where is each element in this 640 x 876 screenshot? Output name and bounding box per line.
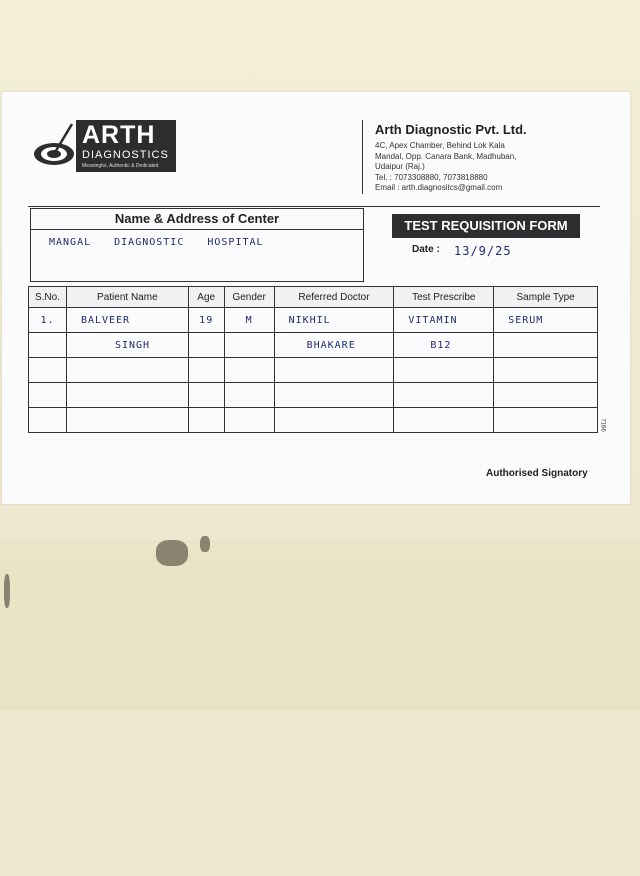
center-name-field[interactable]: MANGAL DIAGNOSTIC HOSPITAL bbox=[49, 237, 264, 248]
company-info bbox=[375, 122, 527, 194]
cell-patient[interactable] bbox=[66, 308, 188, 333]
patient-first-name: BALVEER bbox=[80, 314, 131, 326]
col-header-gender: Gender bbox=[224, 287, 274, 308]
age-value: 19 bbox=[199, 314, 214, 326]
company-name: Arth Diagnostic Pvt. Ltd. bbox=[375, 122, 527, 137]
cell-sample[interactable] bbox=[494, 308, 598, 333]
cell-age[interactable] bbox=[188, 333, 224, 358]
cell-empty[interactable] bbox=[66, 383, 188, 408]
logo-subtitle: DIAGNOSTICS bbox=[82, 149, 169, 161]
doctor-last-name: BHAKARE bbox=[306, 339, 356, 351]
cell-empty[interactable] bbox=[224, 383, 274, 408]
cell-empty[interactable] bbox=[394, 383, 494, 408]
table-header-row bbox=[29, 287, 598, 308]
cell-empty[interactable] bbox=[274, 408, 394, 433]
date-field[interactable]: 13/9/25 bbox=[454, 244, 512, 258]
cell-doctor[interactable] bbox=[274, 308, 394, 333]
header-divider bbox=[362, 120, 363, 194]
patient-last-name: SINGH bbox=[114, 339, 151, 351]
cell-empty[interactable] bbox=[29, 408, 67, 433]
phone-line: Tel. : 7073308880, 7073818880 bbox=[375, 172, 488, 182]
cell-empty[interactable] bbox=[66, 408, 188, 433]
col-header-sample: Sample Type bbox=[494, 287, 598, 308]
cell-empty[interactable] bbox=[274, 358, 394, 383]
cell-test[interactable] bbox=[394, 333, 494, 358]
cell-sno[interactable] bbox=[29, 333, 67, 358]
table-row bbox=[29, 383, 598, 408]
sample-value: SERUM bbox=[508, 314, 544, 326]
gender-value: M bbox=[245, 314, 253, 326]
company-logo bbox=[32, 120, 178, 172]
email-line: Email : arth.diagnositcs@gmail.com bbox=[375, 183, 503, 192]
cell-empty[interactable] bbox=[188, 383, 224, 408]
patient-table bbox=[28, 286, 598, 433]
col-header-age: Age bbox=[188, 287, 224, 308]
cell-empty[interactable] bbox=[224, 408, 274, 433]
cell-sample[interactable] bbox=[494, 333, 598, 358]
tape-band bbox=[0, 540, 640, 710]
cell-empty[interactable] bbox=[494, 358, 598, 383]
authorised-signatory-label: Authorised Signatory bbox=[486, 468, 588, 479]
cell-empty[interactable] bbox=[188, 358, 224, 383]
table-row bbox=[29, 333, 598, 358]
cell-sno[interactable] bbox=[29, 308, 67, 333]
test-detail: B12 bbox=[430, 339, 452, 351]
date-label: Date : bbox=[412, 244, 440, 255]
cell-doctor[interactable] bbox=[274, 333, 394, 358]
col-header-patient: Patient Name bbox=[66, 287, 188, 308]
requisition-form bbox=[2, 92, 630, 504]
ink-stain bbox=[200, 536, 210, 552]
cell-empty[interactable] bbox=[494, 383, 598, 408]
cell-empty[interactable] bbox=[29, 383, 67, 408]
cell-test[interactable] bbox=[394, 308, 494, 333]
col-header-test: Test Prescribe bbox=[394, 287, 494, 308]
cell-empty[interactable] bbox=[188, 408, 224, 433]
logo-box bbox=[76, 120, 176, 172]
address-line: Mandal, Opp. Canara Bank, Madhuban, bbox=[375, 151, 517, 161]
cell-empty[interactable] bbox=[224, 358, 274, 383]
test-value: VITAMIN bbox=[408, 314, 458, 326]
col-header-doctor: Referred Doctor bbox=[274, 287, 394, 308]
cell-empty[interactable] bbox=[274, 383, 394, 408]
address-line: Udaipur (Raj.) bbox=[375, 162, 425, 171]
col-header-sno: S.No. bbox=[29, 287, 67, 308]
cell-empty[interactable] bbox=[66, 358, 188, 383]
cell-age[interactable] bbox=[188, 308, 224, 333]
table-row bbox=[29, 408, 598, 433]
cell-gender[interactable] bbox=[224, 308, 274, 333]
section-divider bbox=[28, 206, 600, 207]
logo-tagline: Meaningful, Authentic & Dedicated bbox=[82, 163, 159, 169]
doctor-first-name: NIKHIL bbox=[288, 314, 331, 326]
sno-value: 1. bbox=[40, 314, 55, 326]
form-title: TEST REQUISITION FORM bbox=[392, 214, 580, 238]
table-row bbox=[29, 308, 598, 333]
ink-stain bbox=[4, 574, 10, 608]
address-line: 4C, Apex Chamber, Behind Lok Kala bbox=[375, 141, 505, 150]
cell-empty[interactable] bbox=[494, 408, 598, 433]
center-heading: Name & Address of Center bbox=[31, 209, 363, 230]
cell-patient[interactable] bbox=[66, 333, 188, 358]
ink-stain bbox=[156, 540, 188, 566]
cell-empty[interactable] bbox=[394, 358, 494, 383]
cell-empty[interactable] bbox=[29, 358, 67, 383]
center-box bbox=[30, 208, 364, 282]
cell-gender[interactable] bbox=[224, 333, 274, 358]
target-icon bbox=[32, 120, 76, 172]
table-row bbox=[29, 358, 598, 383]
logo-title: ARTH bbox=[82, 121, 156, 149]
cell-empty[interactable] bbox=[394, 408, 494, 433]
form-serial-number: 7166 bbox=[599, 418, 606, 432]
